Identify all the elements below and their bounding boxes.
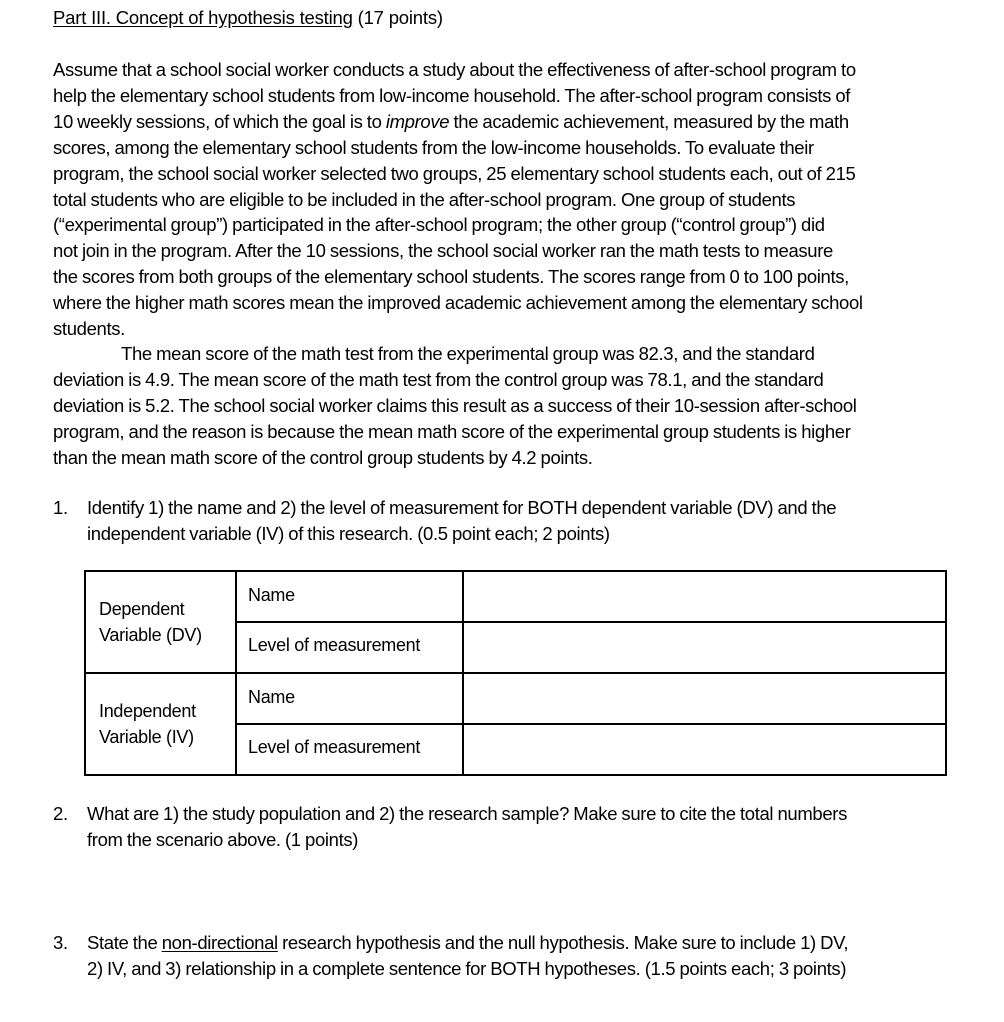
iv-group-label [85,673,236,775]
section-title-points: (17 points) [352,7,443,28]
question-text-line: from the scenario above. (1 points) [87,828,359,850]
question-text-line: Identify 1) the name and 2) the level of measurement for BOTH dependent variable (DV) and the [87,497,837,518]
iv-name-label: Name [236,673,463,724]
text-line: where the higher math scores mean the improved academic achievement among the elementary school [53,292,863,314]
underlined-term-non-directional: non-directional [161,932,278,953]
iv-name-answer-cell[interactable] [463,673,946,724]
table-row [85,571,946,622]
dv-name-label: Name [236,571,463,622]
dv-name-answer-cell[interactable] [463,571,946,622]
question-number: 1. [53,497,68,518]
text-line: the scores from both groups of the elementary school students. The scores range from 0 to 100 points, [53,266,849,288]
group-label-line: Dependent [99,599,185,619]
question-number: 2. [53,803,68,824]
text-line [53,109,953,135]
text-line: deviation is 5.2. The school social worker claims this result as a success of their 10-session after-school [53,394,857,416]
section-title [53,5,443,31]
text-line: program, the school social worker selected two groups, 25 elementary school students each, out of 215 [53,162,856,184]
text-line: deviation is 4.9. The mean score of the math test from the control group was 78.1, and the standard [53,368,824,390]
text-line: Assume that a school social worker conducts a study about the effectiveness of after-school program to [53,59,856,80]
text-line: The mean score of the math test from the experimental group was 82.3, and the standard [121,343,815,364]
text-fragment: State the [87,932,162,953]
group-label-line: Variable (IV) [99,727,194,747]
question-3 [53,930,953,982]
text-line: (“experimental group”) participated in the after-school program; the other group (“control group”) did [53,214,825,236]
text-fragment: 10 weekly sessions, of which the goal is to [53,110,386,132]
text-fragment: research hypothesis and the null hypothesis. Make sure to include 1) DV, [277,932,849,953]
question-text-line: What are 1) the study population and 2) the research sample? Make sure to cite the total numbers [87,803,848,824]
text-line: help the elementary school students from low-income household. The after-school program consists of [53,84,851,106]
question-text-line: 2) IV, and 3) relationship in a complete sentence for BOTH hypotheses. (1.5 points each; 3 points) [87,957,847,979]
question-1 [53,495,953,547]
scenario-paragraph-2 [53,341,953,471]
answer-table [84,570,947,776]
question-number: 3. [53,932,68,953]
section-title-underlined: Part III. Concept of hypothesis testing [53,7,353,28]
question-text-line [87,930,953,956]
group-label-line: Variable (DV) [99,625,202,645]
text-fragment: the academic achievement, measured by the math [449,110,849,132]
text-line: not join in the program. After the 10 sessions, the school social worker ran the math tests to measure [53,240,833,262]
group-label-line: Independent [99,701,196,721]
scenario-paragraph-1 [53,57,953,342]
question-text-line: independent variable (IV) of this research. (0.5 point each; 2 points) [87,522,610,544]
dv-group-label [85,571,236,673]
text-line: program, and the reason is because the mean math score of the experimental group students is higher [53,420,851,442]
question-2 [53,801,953,853]
text-line: total students who are eligible to be included in the after-school program. One group of students [53,188,796,210]
dv-level-label: Level of measurement [236,622,463,673]
iv-level-label: Level of measurement [236,724,463,775]
text-line: than the mean math score of the control group students by 4.2 points. [53,446,593,468]
text-line: students. [53,318,125,340]
iv-level-answer-cell[interactable] [463,724,946,775]
text-line: scores, among the elementary school students from the low-income households. To evaluate their [53,136,814,158]
dv-level-answer-cell[interactable] [463,622,946,673]
table-row [85,673,946,724]
emphasis-improve: improve [385,110,450,132]
